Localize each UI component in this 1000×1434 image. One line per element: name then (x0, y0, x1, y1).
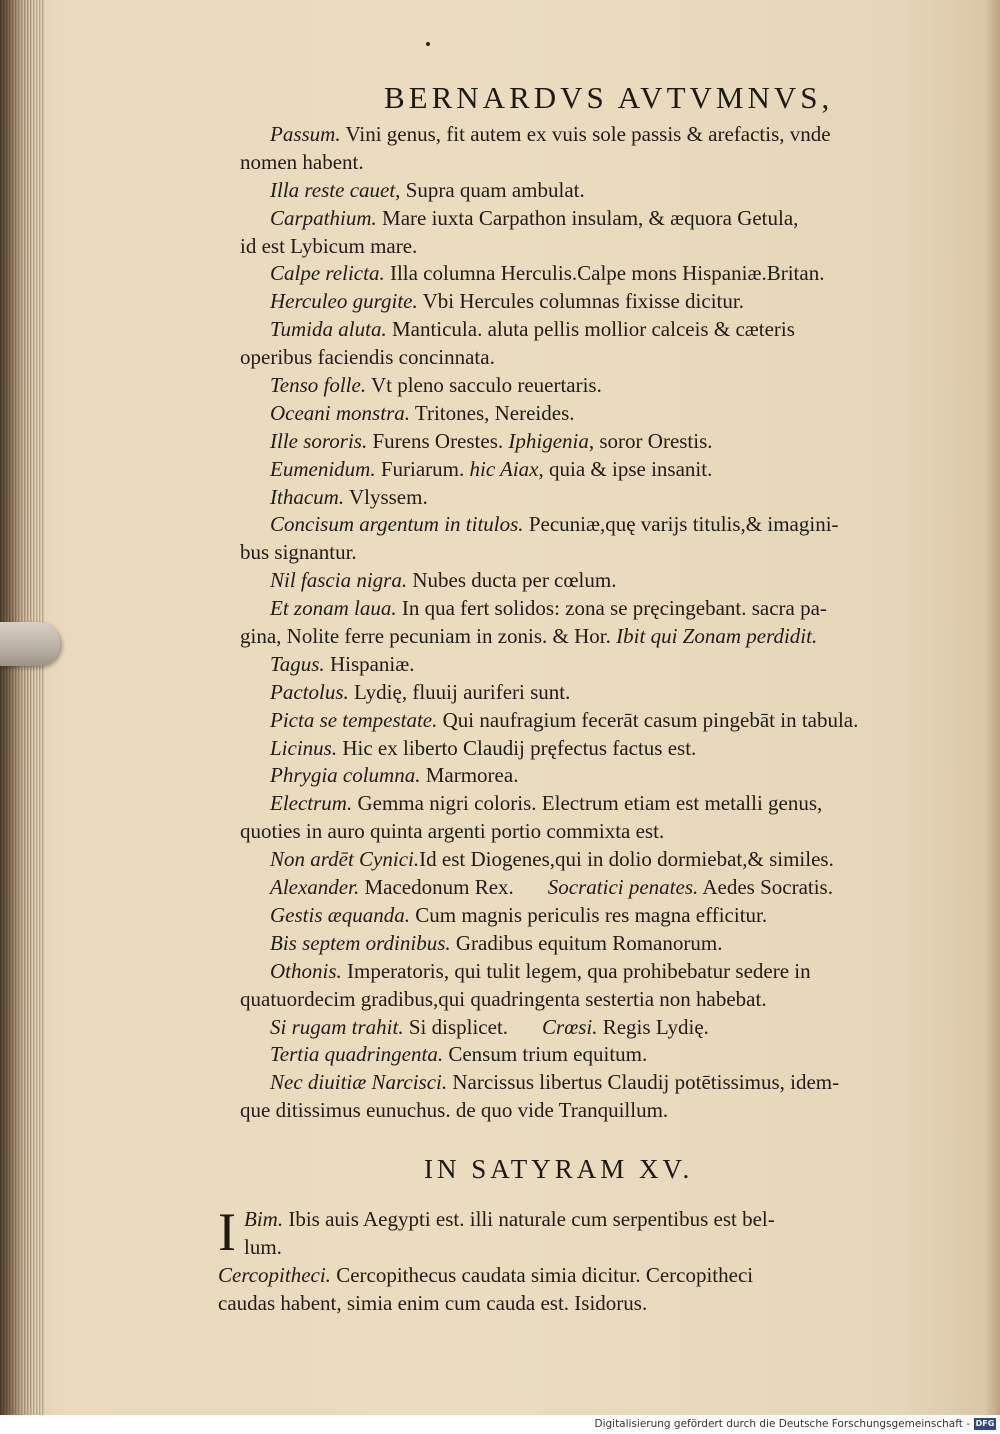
gloss: , soror Orestis. (588, 428, 713, 453)
gloss: gina, Nolite ferre pecuniam in zonis. & Hor. (240, 624, 617, 649)
text-line (240, 177, 950, 205)
lemma: Cercopitheci. (218, 1262, 331, 1287)
commentary-text (240, 121, 950, 1125)
gloss: Narcissus libertus Claudij potētissimus, idem- (447, 1070, 840, 1095)
text-line (240, 651, 950, 679)
text-line (240, 874, 950, 902)
text-line (240, 1041, 950, 1069)
gloss: Id est Diogenes,qui in dolio dormiebat,& similes. (419, 847, 834, 872)
text-line (240, 400, 950, 428)
text-line (240, 1014, 950, 1042)
gloss: Furiarum. (375, 456, 470, 481)
gloss: Supra quam ambulat. (400, 177, 585, 202)
text-line (240, 818, 950, 846)
gloss: Regis Lydię. (597, 1014, 709, 1039)
funding-credit: Digitalisierung gefördert durch die Deutsche Forschungsgemeinschaft - (594, 1418, 970, 1430)
lemma: Nec diuitiæ Narcisci. (270, 1070, 448, 1095)
lemma: Socratici penates. (547, 875, 699, 900)
gloss: nomen habent. (240, 149, 364, 174)
gloss: Vini genus, fit autem ex vuis sole passis & arefactis, vnde (340, 122, 831, 146)
lemma: Passum. (270, 122, 341, 146)
text-line (240, 679, 950, 707)
lemma: Eumenidum. (270, 456, 376, 481)
ink-mark (426, 42, 430, 46)
gloss: Hic ex liberto Claudij pręfectus factus est. (337, 735, 697, 760)
text-line (218, 1234, 948, 1262)
lemma: Herculeo gurgite. (270, 289, 418, 314)
text-line (240, 930, 950, 958)
gloss: Vbi Hercules columnas fixisse dicitur. (417, 289, 744, 314)
text-line (240, 790, 950, 818)
gloss: Vt pleno sacculo reuertaris. (366, 373, 602, 398)
lemma: Nil fascia nigra. (270, 568, 408, 593)
text-line (240, 288, 950, 316)
text-line (240, 707, 950, 735)
gloss: Pecuniæ,quę varijs titulis,& imagini- (523, 512, 839, 537)
lemma: Iphigenia (508, 428, 589, 453)
text-line (240, 986, 950, 1014)
lemma: Electrum. (270, 791, 353, 816)
gloss: Vlyssem. (344, 484, 428, 509)
gloss: Aedes Socratis. (698, 875, 833, 900)
lemma: Bis septem ordinibus. (270, 930, 451, 955)
dfg-logo: DFG (975, 1419, 995, 1428)
lemma: Tagus. (270, 651, 325, 676)
gloss: lum. (244, 1234, 282, 1259)
text-line (218, 1206, 948, 1234)
gloss: Cercopithecus caudata simia dicitur. Cercopitheci (330, 1262, 754, 1287)
running-header: BERNARDVS AVTVMNVS, (384, 80, 834, 115)
gloss: que ditissimus eunuchus. de quo vide Tranquillum. (240, 1098, 669, 1123)
text-line (240, 1097, 950, 1125)
lemma: Bim. (244, 1207, 284, 1231)
text-line (240, 958, 950, 986)
gloss: Censum trium equitum. (443, 1042, 648, 1067)
gloss: Manticula. aluta pellis mollior calceis & cæteris (386, 317, 795, 342)
gloss: Si displicet. (403, 1014, 509, 1039)
gloss: Gradibus equitum Romanorum. (450, 930, 723, 955)
text-line (240, 233, 950, 261)
text-line (240, 567, 950, 595)
section-title: IN SATYRAM XV. (424, 1154, 694, 1184)
text-line (240, 762, 950, 790)
digitization-footer (0, 1415, 1000, 1434)
lemma: Ithacum. (270, 484, 345, 509)
lemma: Et zonam laua. (270, 596, 397, 621)
lemma: Illa reste cauet, (270, 177, 401, 202)
gloss: operibus faciendis concinnata. (240, 345, 495, 370)
lemma: Non ardēt Cynici. (270, 847, 420, 872)
gloss: Hispaniæ. (324, 651, 415, 676)
text-line (218, 1290, 948, 1318)
gloss: quatuordecim gradibus,qui quadringenta sestertia non habebat. (240, 986, 767, 1011)
gloss: Nubes ducta per cœlum. (407, 568, 617, 593)
gloss: Qui naufragium fecerāt casum pingebāt in tabula. (437, 707, 859, 732)
lemma: Oceani monstra. (270, 400, 410, 425)
lemma: Othonis. (270, 958, 342, 983)
lemma: Calpe relicta. (270, 261, 385, 286)
gloss: quoties in auro quinta argenti portio commixta est. (240, 819, 665, 844)
gloss: In qua fert solidos: zona se pręcingebant. sacra pa- (396, 596, 827, 621)
gloss: caudas habent, simia enim cum cauda est. Isidorus. (218, 1290, 648, 1315)
lemma: Tumida aluta. (270, 317, 387, 342)
text-line (240, 121, 950, 149)
lemma: Gestis æquanda. (270, 902, 411, 927)
text-line (240, 344, 950, 372)
lemma: Si rugam trahit. (270, 1014, 404, 1039)
text-line (240, 846, 950, 874)
text-line (240, 735, 950, 763)
lemma: Tertia quadringenta. (270, 1042, 444, 1067)
lemma: Crœsi. (542, 1014, 598, 1039)
text-line (240, 316, 950, 344)
lemma: Pactolus. (270, 679, 349, 704)
gloss: , quia & ipse insanit. (538, 456, 713, 481)
book-page-edges (0, 0, 44, 1415)
text-line (240, 149, 950, 177)
text-line (240, 539, 950, 567)
lemma: Concisum argentum in titulos. (270, 512, 524, 537)
lemma: Phrygia columna. (270, 763, 421, 788)
page-holder-clip (0, 622, 60, 666)
text-line (240, 484, 950, 512)
text-line (240, 902, 950, 930)
text-line (240, 260, 950, 288)
text-line (240, 595, 950, 623)
lemma: Ibit qui Zonam perdidit. (616, 624, 818, 649)
gloss: Lydię, fluuij auriferi sunt. (348, 679, 571, 704)
text-line (240, 428, 950, 456)
gloss: Ibis auis Aegypti est. illi naturale cum serpentibus est bel- (283, 1207, 775, 1231)
lemma: Picta se tempestate. (270, 707, 438, 732)
text-line (218, 1262, 948, 1290)
gloss: Macedonum Rex. (359, 875, 514, 900)
gloss: Cum magnis periculis res magna efficitur. (410, 902, 768, 927)
lemma: hic Aiax (469, 456, 539, 481)
lemma: Alexander. (270, 875, 360, 900)
gloss: Illa columna Herculis.Calpe mons Hispaniæ.Britan. (384, 261, 825, 286)
lemma: Licinus. (270, 735, 338, 760)
text-line (240, 1069, 950, 1097)
text-line (240, 456, 950, 484)
text-line (240, 205, 950, 233)
satire-xv-commentary (218, 1202, 948, 1318)
gloss: bus signantur. (240, 540, 357, 565)
gloss: Furens Orestes. (367, 428, 509, 453)
gloss: Marmorea. (420, 763, 519, 788)
gloss: id est Lybicum mare. (240, 233, 418, 258)
drop-capital: I (218, 1202, 236, 1262)
text-line (240, 623, 950, 651)
gloss: Tritones, Nereides. (410, 400, 575, 425)
gloss: Gemma nigri coloris. Electrum etiam est metalli genus, (352, 791, 823, 816)
lemma: Ille sororis. (270, 428, 368, 453)
lemma: Carpathium. (270, 205, 377, 230)
gloss: Mare iuxta Carpathon insulam, & æquora Getula, (376, 205, 799, 230)
gloss: Imperatoris, qui tulit legem, qua prohibebatur sedere in (341, 958, 811, 983)
text-line (240, 511, 950, 539)
lemma: Tenso folle. (270, 373, 367, 398)
text-line (240, 372, 950, 400)
